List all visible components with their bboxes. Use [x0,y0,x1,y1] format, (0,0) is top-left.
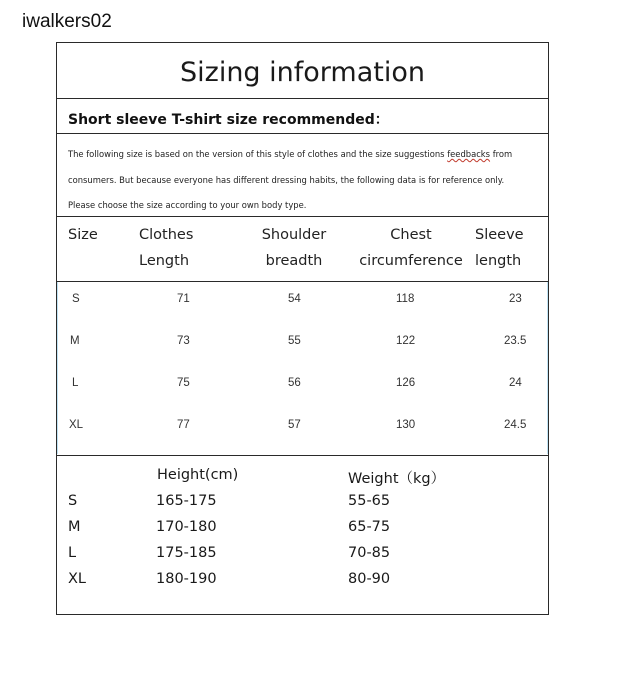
cell-chest: 118 [396,293,415,305]
fit-weight: 80-90 [348,571,391,587]
note-line-2: consumers. But because everyone has different dressing habits, the following data is for reference only. [68,175,505,185]
header-chest-circumference [354,222,468,274]
header-line: Chest [390,227,432,243]
sizing-sheet [56,42,549,615]
divider [57,281,548,282]
header-line: Clothes [139,227,194,243]
cell-shoulder: 57 [288,419,301,431]
header-shoulder-breadth [261,222,327,274]
cell-length: 73 [177,335,190,347]
header-line: Sleeve [475,227,524,243]
fit-weight: 55-65 [348,493,391,509]
cell-size: S [72,293,80,305]
header-weight: Weight（kg） [348,471,446,487]
cell-sleeve: 24.5 [504,419,527,431]
note-text: The following size is based on the version of this style of clothes and the size suggestions [68,149,448,159]
fit-size: L [68,545,77,561]
note-line-1 [68,149,512,159]
header-sleeve-length [475,222,524,274]
cell-chest: 122 [396,335,416,347]
header-line: Shoulder [261,227,327,243]
cell-sleeve: 24 [509,377,522,389]
fit-size: XL [68,571,87,587]
header-line: breadth [265,253,323,269]
column-guide [57,282,58,454]
cell-sleeve: 23.5 [504,335,527,347]
header-height: Height(cm) [157,467,239,483]
cell-size: L [72,377,79,389]
divider [57,133,548,134]
fit-height: 165-175 [156,493,217,509]
note-spellcheck-word: feedbacks [447,149,491,159]
page-title: Sizing information [180,57,425,88]
cell-chest: 126 [396,377,416,389]
header-clothes-length [139,222,193,274]
header-line: Length [139,253,190,269]
fit-height: 170-180 [156,519,217,535]
note-text: from [490,149,513,159]
cell-size: M [70,335,80,347]
section-subtitle: Short sleeve T-shirt size recommended： [68,112,389,128]
cell-shoulder: 54 [288,293,301,305]
header-size: Size [68,227,98,243]
divider [57,455,548,456]
cell-chest: 130 [396,419,416,431]
fit-size: S [68,493,78,509]
fit-weight: 65-75 [348,519,391,535]
fit-weight: 70-85 [348,545,391,561]
fit-height: 180-190 [156,571,217,587]
divider [57,216,548,217]
cell-sleeve: 23 [509,293,522,305]
divider [57,98,548,99]
note-line-3: Please choose the size according to your own body type. [68,200,307,210]
cell-shoulder: 55 [288,335,301,347]
cell-length: 71 [177,293,190,305]
cell-length: 77 [177,419,190,431]
header-line: circumference [359,253,463,269]
header-line: length [475,253,522,269]
fit-size: M [68,519,81,535]
cell-size: XL [69,419,84,431]
cell-shoulder: 56 [288,377,301,389]
cell-length: 75 [177,377,190,389]
fit-height: 175-185 [156,545,217,561]
column-guide [547,282,548,454]
watermark-text: iwalkers02 [22,11,112,32]
